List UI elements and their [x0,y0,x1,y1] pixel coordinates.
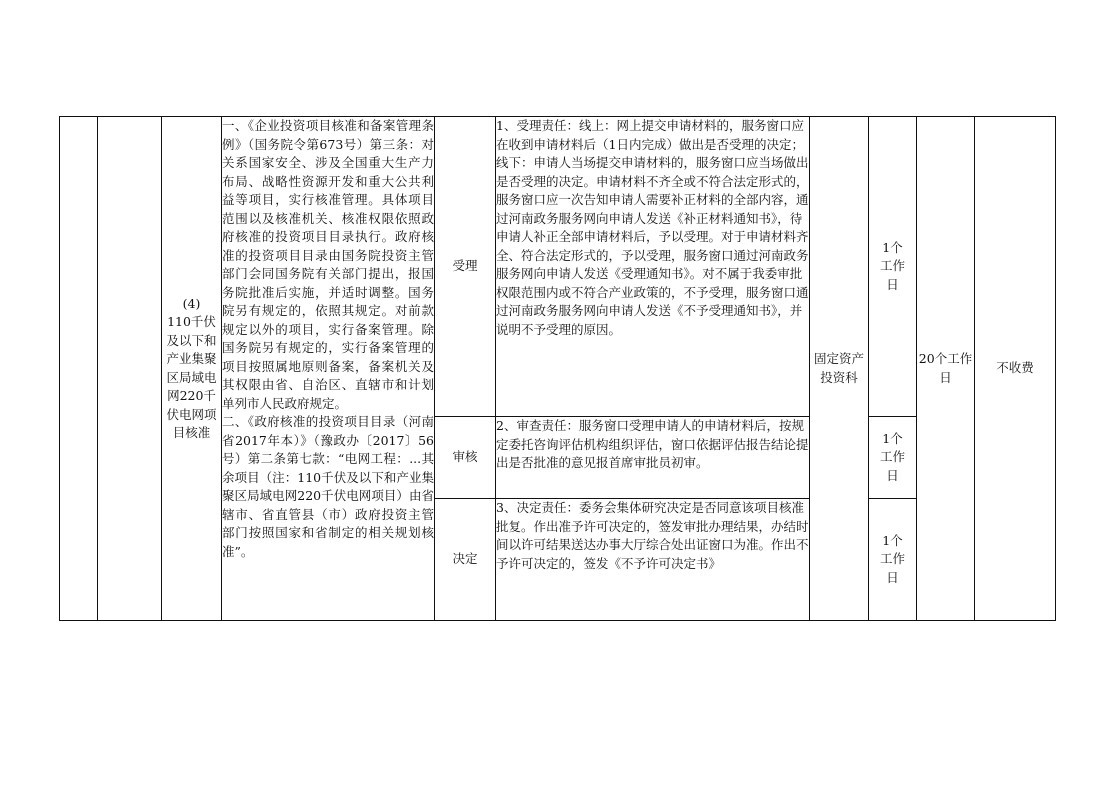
stage-name-decision: 决定 [435,499,496,621]
legal-basis-cell: 一、《企业投资项目核准和备案管理条例》（国务院令第673号）第三条：对关系国家安全、涉及全国重大生产力布局、战略性资源开发和重大公共利益等项目，实行核准管理。具体项目范围以及核准机关、核准权限依照政府核准的投资项目目录执行。政府核准的投资项目目录由国务院投资主管部门会同国务院有关部门提出，报国务院批准后实施，并适时调整。国务院另有规定的，依照其规定。对前款规定以外的项目，实行备案管理。除国务院另有规定的，实行备案管理的项目按照属地原则备案，备案机关及其权限由省、自治区、直辖市和计划单列市人民政府规定。 二、《政府核准的投资项目目录（河南省2017年本）》（豫政办〔2017〕56号）第二条第七款：“电网工程：...其余项目（注：110千伏及以下和产业集聚区局域电网220千伏电网项目）由省辖市、省直管县（市）政府投资主管部门按照国家和省制定的相关规划核准”。 [222,117,435,621]
permit-table [59,116,1056,621]
stage-responsibility-review: 2、审查责任：服务窗口受理申请人的申请材料后，按规定委托咨询评估机构组织评估，窗口依据评估报告结论提出是否批准的意见报首席审批员初审。 [496,417,810,499]
blank-cell [60,117,98,621]
stage-time-limit-review: 1个 工作 日 [869,417,917,499]
stage-name-accept: 受理 [435,117,496,417]
stage-time-limit-decision: 1个 工作 日 [869,499,917,621]
project-name-cell: (4) 110千伏及以下和产业集聚区局域电网220千伏电网项目核准 [162,117,222,621]
stage-name-review: 审核 [435,417,496,499]
stage-responsibility-accept: 1、受理责任：线上：网上提交申请材料的，服务窗口应在收到申请材料后（1日内完成）做出是否受理的决定； 线下：申请人当场提交申请材料的，服务窗口应当场做出是否受理的决定。申请材料不齐全或不符合法定形式的，服务窗口应一次告知申请人需要补正材料的全部内容，通过河南政务服务网向申请人发送《补正材料通知书》，待申请人补正全部申请材料后，予以受理。对于申请材料齐全、符合法定形式的，予以受理，服务窗口通过河南政务服务网向申请人发送《受理通知书》。对不属于我委审批权限范围内或不符合产业政策的，不予受理，服务窗口通过河南政务服务网向申请人发送《不予受理通知书》，并说明不予受理的原因。 [496,117,810,417]
stage-responsibility-decision: 3、决定责任：委务会集体研究决定是否同意该项目核准批复。作出准予许可决定的，签发审批办理结果，办结时间以许可结果送达办事大厅综合处出证窗口为准。作出不予许可决定的，签发《不予许可决定书》 [496,499,810,621]
stage-time-limit-accept: 1个 工作 日 [869,117,917,417]
table-row [60,117,1056,417]
blank-cell [98,117,162,621]
fee-cell: 不收费 [975,117,1056,621]
department-cell: 固定资产投资科 [810,117,869,621]
total-time-cell: 20个工作日 [917,117,975,621]
